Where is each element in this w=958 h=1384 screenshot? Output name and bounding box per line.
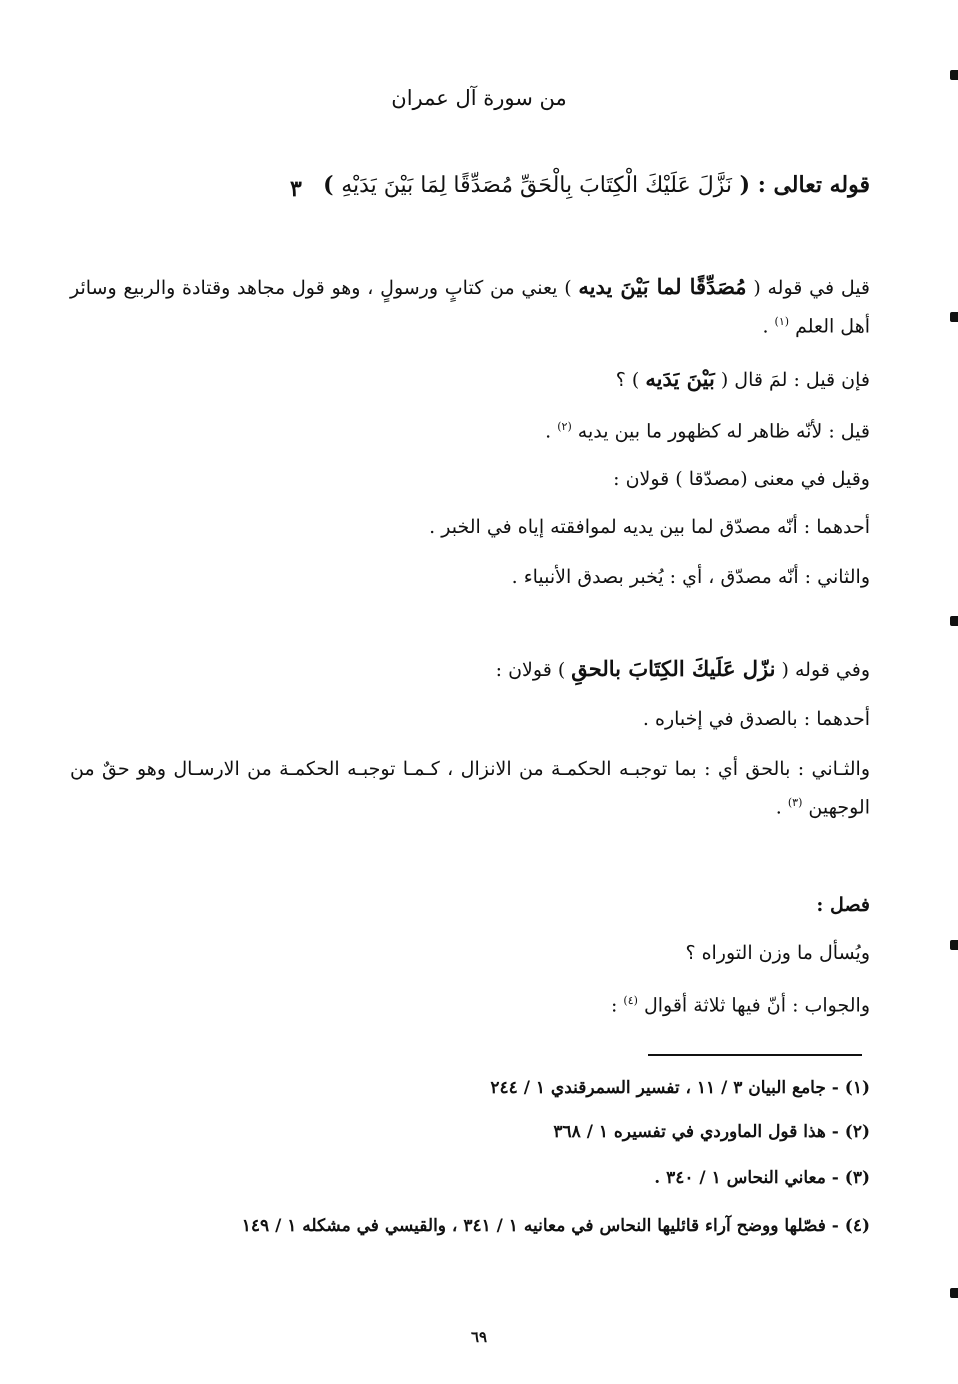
quran-verse-text: نَزَّلَ عَلَيْكَ الْكِتَابَ بِالْحَقِّ مُصَدِّقًا لِمَا بَيْنَ يَدَيْهِ: [341, 173, 732, 198]
binding-mark: [950, 940, 958, 950]
paragraph-3-text: قيل : لأنّه ظاهر له كظهور ما بين يديه: [577, 420, 870, 443]
paragraph-12: [611, 984, 870, 1022]
verse-close: ): [323, 172, 334, 198]
binding-mark: [950, 1288, 958, 1298]
footnote-ref-3: (٣): [787, 796, 803, 809]
binding-mark: [950, 312, 958, 322]
footnote-text: - جامع البيان ٣ / ١١ ، تفسير السمرقندي ١ / ٢٤٤: [490, 1078, 839, 1098]
paragraph-7-quote: نزّل عَلَيكَ الكِتَابَ بالحقِ: [571, 656, 776, 681]
verse-number: ٣: [290, 176, 302, 202]
paragraph-9: [70, 752, 870, 824]
footnote-ref-1: (١): [774, 315, 790, 328]
paragraph-12-text: والجواب : أنّ فيها ثلاثة أقوال: [643, 994, 870, 1017]
footnote-text: - هذا قول الماوردي في تفسيره ١ / ٣٦٨: [553, 1122, 839, 1142]
footnote-number: (٣): [844, 1168, 870, 1188]
paragraph-11: ويُسأل ما وزن التوراه ؟: [685, 942, 870, 964]
paragraph-7-end: ) قولان :: [495, 659, 566, 681]
paragraph-8: أحدهما : بالصدق في إخباره .: [642, 708, 870, 730]
paragraph-2-lead: فإن قيل : لمَ قال (: [720, 369, 870, 391]
paragraph-1: [70, 270, 870, 343]
footnote-text: - معاني النحاس ١ / ٣٤٠ .: [654, 1168, 839, 1188]
running-title: من سورة آل عمران: [391, 86, 567, 110]
paragraph-3-end: .: [545, 420, 552, 443]
footnote-4: [242, 1216, 870, 1236]
paragraph-1-text: ) يعني من كتابٍ ورسولٍ ، وهو قول مجاهد وقتادة والربيع وسائر أهل العلم: [70, 277, 870, 338]
binding-mark: [950, 70, 958, 80]
footnote-3: [654, 1168, 870, 1188]
paragraph-7: [496, 652, 870, 687]
footnote-divider: [648, 1054, 862, 1056]
footnote-2: [553, 1122, 870, 1142]
footnote-1: [490, 1078, 870, 1098]
footnote-ref-4: (٤): [623, 994, 638, 1007]
paragraph-1-lead: قيل في قوله (: [753, 277, 871, 299]
verse-heading: [323, 172, 870, 198]
paragraph-5: أحدهما : أنّه مصدّق لما بين يديه لموافقته إياه في الخبر .: [429, 516, 870, 538]
paragraph-2: [616, 362, 870, 397]
verse-intro: قوله تعالى : (: [739, 172, 870, 198]
footnote-text: - فصّلها ووضح آراء قائليها النحاس في معانيه ١ / ٣٤١ ، والقيسي في مشكله ١ / ١٤٩: [241, 1216, 839, 1236]
footnote-number: (٢): [844, 1122, 870, 1142]
paragraph-7-lead: وفي قوله (: [781, 659, 870, 681]
paragraph-1-quote: مُصَدِّقًا لما بَيْنَ يديه: [578, 274, 747, 299]
section-heading: فصل :: [816, 894, 870, 916]
page-number: ٦٩: [470, 1328, 488, 1346]
footnote-number: (١): [844, 1078, 870, 1098]
paragraph-2-end: ) ؟: [615, 369, 640, 391]
footnote-ref-2: (٢): [557, 420, 572, 433]
paragraph-3: [545, 410, 870, 448]
paragraph-1-end: .: [762, 315, 769, 338]
paragraph-4: وقيل في معنى (مصدّقا ) قولان :: [613, 468, 870, 490]
binding-mark: [950, 616, 958, 626]
footnote-number: (٤): [844, 1216, 870, 1236]
paragraph-2-quote: بَيْنَ يَدَيه: [645, 366, 715, 391]
paragraph-9-text: والثـاني : بالحق أي : بما توجبـه الحكمـة من الانزال ، كـمـا توجبـه الحكمـة من الارسـال وهو حقٌ من الوجهين: [70, 758, 870, 819]
paragraph-6: والثاني : أنّه مصدّق ، أي : يُخبر بصدق الأنبياء .: [511, 566, 870, 588]
paragraph-9-end: .: [775, 796, 782, 819]
paragraph-12-end: :: [610, 994, 618, 1017]
